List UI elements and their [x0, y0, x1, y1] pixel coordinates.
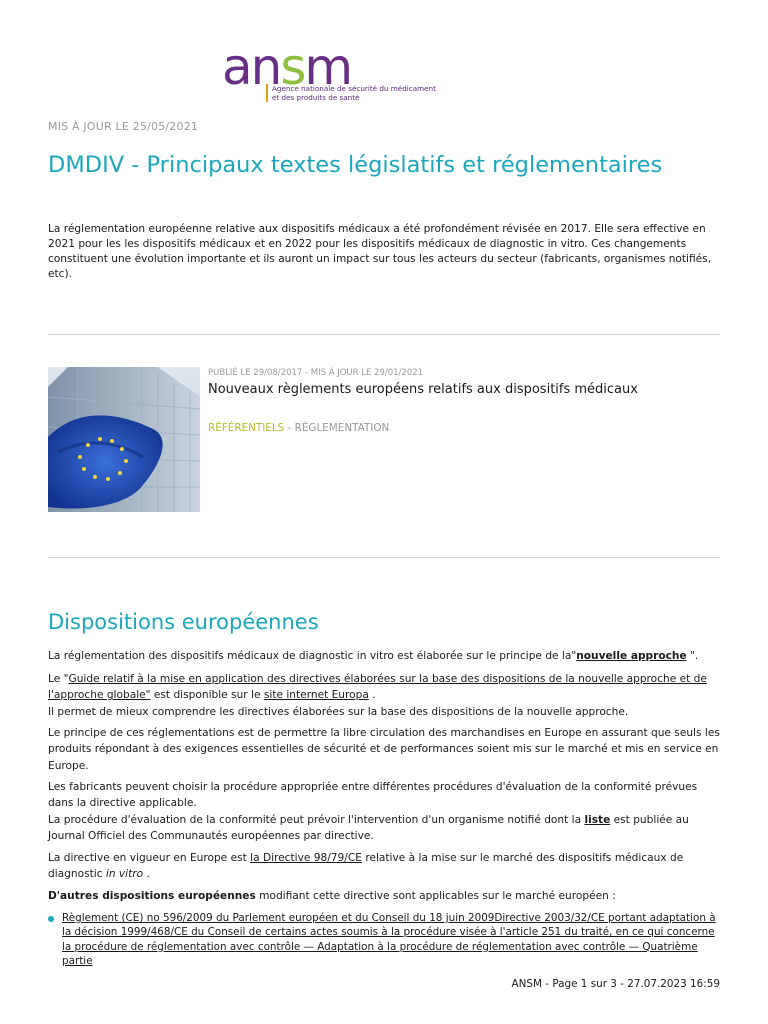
europa-link[interactable]: site internet Europa	[263, 689, 369, 702]
p2-post: .	[368, 689, 376, 702]
guide-link[interactable]: Guide relatif à la mise en application des directives élaborées sur la base des dispositions de la nouvelle approche et de l'approche globale"	[48, 673, 707, 702]
logo-letter-a: a	[222, 38, 251, 96]
page-title: DMDIV - Principaux textes législatifs et réglementaires	[48, 152, 663, 178]
logo-tagline-line2: et des produits de santé	[272, 93, 360, 102]
paragraph-principe: Le principe de ces réglementations est de permettre la libre circulation des marchandises en Europe en assurant que seuls les produits répondant à des exigences essentielles de sécurité et de performances soient mis sur le marché et mis en service en Europe.	[48, 727, 720, 772]
p1-post: ".	[686, 650, 699, 662]
section-heading: Dispositions européennes	[48, 610, 319, 634]
paragraph-nouvelle-approche	[48, 648, 720, 664]
p5-pre: La directive en vigueur en Europe est	[48, 852, 251, 864]
p5-end: .	[143, 868, 150, 881]
logo-letter-n: n	[250, 38, 281, 96]
list-item	[48, 911, 720, 969]
logo-letter-m: m	[304, 38, 352, 96]
card-title-link[interactable]: Nouveaux règlements européens relatifs aux dispositifs médicaux	[208, 382, 638, 397]
tag-reglementation[interactable]: RÉGLEMENTATION	[294, 422, 390, 434]
p5-post: relative à la mise sur le marché des dispositifs médicaux de diagnostic	[48, 852, 684, 881]
card-meta-dates: PUBLIÉ LE 29/08/2017 - MIS À JOUR LE 29/01/2021	[208, 368, 424, 378]
divider-middle	[48, 557, 720, 558]
card-tags	[208, 422, 389, 434]
p2-mid: est disponible sur le	[150, 689, 264, 702]
tag-referentiels[interactable]: RÉFÉRENTIELS	[208, 422, 285, 434]
logo-tagline-line1: Agence nationale de sécurité du médicament	[272, 84, 436, 93]
p2-line2: Il permet de mieux comprendre les directives élaborées sur la base des dispositions de la nouvelle approche.	[48, 705, 629, 718]
paragraph-directive	[48, 850, 720, 883]
page-footer: ANSM - Page 1 sur 3 - 27.07.2023 16:59	[511, 978, 720, 990]
p4-line1: Les fabricants peuvent choisir la procédure appropriée entre différentes procédures d'évaluation de la conformité prévues dans la directive applicable.	[48, 781, 698, 810]
liste-link[interactable]: liste	[584, 813, 611, 826]
p6-post: modifiant cette directive sont applicables sur le marché européen :	[255, 890, 616, 902]
eu-flag-building-photo-icon[interactable]	[48, 367, 200, 512]
bullet-dot-icon	[48, 916, 54, 922]
p1-text: La réglementation des dispositifs médicaux de diagnostic in vitro est élaborée sur le principe de la"	[48, 650, 577, 662]
paragraph-procedure	[48, 779, 720, 845]
logo-letter-s: s	[280, 38, 305, 96]
updated-date: MIS À JOUR LE 25/05/2021	[48, 120, 199, 133]
intro-paragraph: La réglementation européenne relative aux dispositifs médicaux a été profondément révisée en 2017. Elle sera effective en 2021 pour les les dispositifs médicaux et en 2022 pour les dispositifs médicaux de diagnostic in vitro. Ces changements constituent une évolution importante et ils auront un impact sur tous les acteurs du secteur (fabricants, organismes notifiés, etc).	[48, 223, 712, 280]
regulations-list	[48, 911, 720, 969]
logo-tagline	[266, 84, 436, 102]
p4-post: est publiée au Journal Officiel des Communautés européennes par directive.	[48, 813, 689, 843]
directive-98-79-link[interactable]: la Directive 98/79/CE	[250, 852, 362, 864]
tag-separator: -	[284, 422, 295, 434]
p2-pre: Le "	[48, 673, 69, 685]
paragraph-guide	[48, 671, 720, 720]
paragraph-autres	[48, 888, 720, 904]
p4-pre: La procédure d'évaluation de la conformité peut prévoir l'intervention d'un organisme notifié dont la	[48, 813, 585, 826]
p5-in-vitro: in vitro	[105, 868, 144, 881]
eu-flag-photo	[48, 367, 200, 512]
divider-top	[48, 334, 720, 335]
reglement-596-2009-link[interactable]: Règlement (CE) no 596/2009 du Parlement européen et du Conseil du 18 juin 2009Directive 2003/32/CE portant adaptation à la décision 1999/468/CE du Conseil de certains actes soumis à la procédure visée à l'article 251 du traité, en ce qui concerne la procédure de réglementation avec contrôle — Adaptation à la procédure de réglementation avec contrôle — Quatrième partie	[62, 912, 716, 968]
ansm-logo	[222, 40, 462, 110]
autres-dispositions-bold: D'autres dispositions européennes	[48, 890, 256, 902]
nouvelle-approche-link[interactable]: nouvelle approche	[576, 650, 687, 662]
